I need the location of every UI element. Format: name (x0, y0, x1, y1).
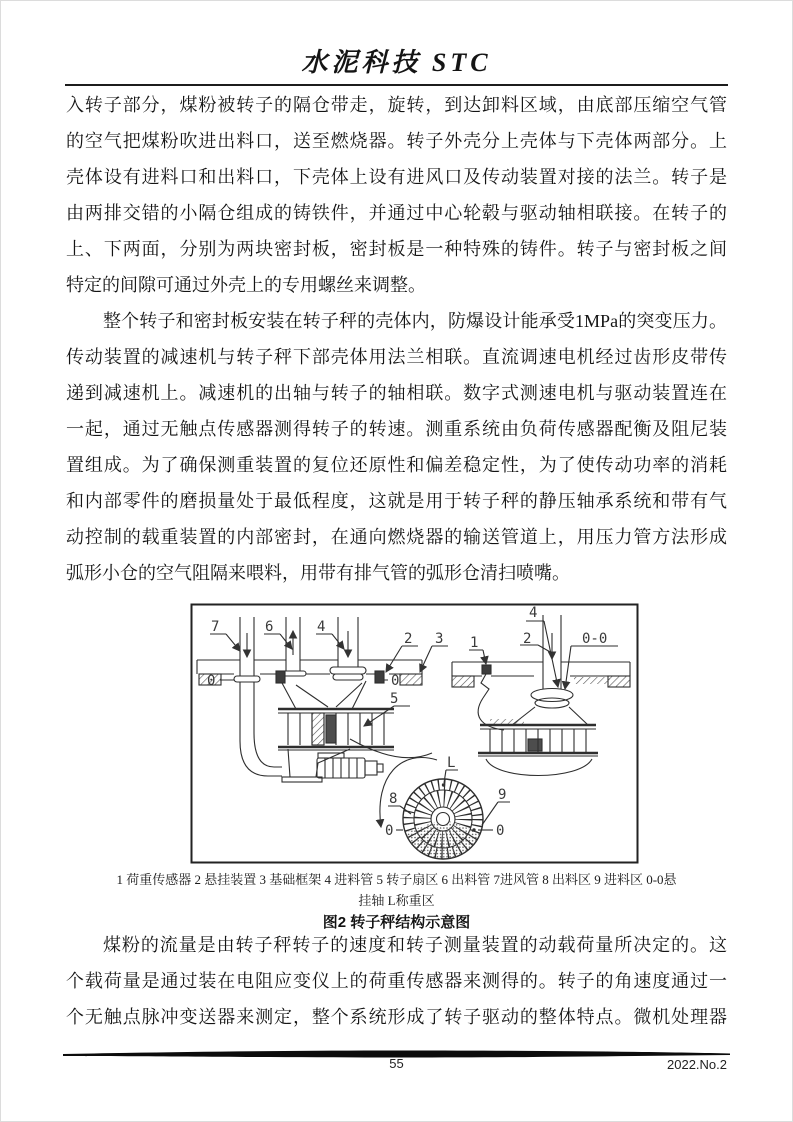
text-line: 传动装置的减速机与转子秤下部壳体用法兰相联。直流调速电机经过齿形皮带传 (66, 347, 727, 367)
text-line: 特定的间隙可通过外壳上的专用螺丝来调整。 (66, 275, 426, 295)
text-line: 壳体设有进料口和出料口，下壳体上设有进风口及传动装置对接的法兰。转子是 (66, 167, 727, 187)
load-cell (482, 665, 491, 674)
section-zero-right: 0 (391, 673, 400, 689)
label-4-left: 4 (317, 619, 326, 635)
text-line: 和内部零件的磨损量处于最低程度，这就是用于转子秤的静压轴承系统和带有气 (66, 491, 727, 511)
page-number: 55 (389, 1056, 404, 1071)
label-2-left: 2 (404, 631, 413, 647)
header-rule (65, 84, 728, 86)
suspension-bracket-left (276, 671, 285, 683)
text-line: 动控制的载重装置的内部密封，在通向燃烧器的输送管道上，用压力管方法形成 (66, 527, 727, 547)
text-line: 的空气把煤粉吹进出料口，送至燃烧器。转子外壳分上壳体与下壳体两部分。上 (66, 131, 727, 151)
right-foot-hatch (400, 674, 422, 685)
body-text-lower (66, 927, 727, 1035)
label-3: 3 (435, 631, 444, 647)
rotor-cell-hatched (312, 713, 324, 745)
label-6: 6 (265, 619, 274, 635)
text-line: 上、下两面，分别为两块密封板，密封板是一种特殊的铸件。转子与密封板之间 (66, 239, 727, 259)
paragraph-3 (66, 927, 727, 1035)
text-line: 整个转子和密封板安装在转子秤的壳体内，防爆设计能承受1MPa的突变压力。 (103, 311, 727, 331)
issue-label: 2022.No.2 (667, 1057, 727, 1072)
suspension-bracket-right (375, 671, 384, 683)
label-L: L (447, 755, 456, 771)
text-line: 一起，通过无触点传感器测得转子的转速。测重系统由负荷传感器配衡及阻尼装 (66, 419, 727, 439)
label-8: 8 (389, 791, 398, 807)
wheel-zero-right: 0 (496, 823, 505, 839)
journal-title: 水泥科技 STC (301, 48, 492, 77)
text-line: 煤粉的流量是由转子秤转子的速度和转子测量装置的动载荷量所决定的。这 (103, 935, 727, 955)
label-2-right: 2 (523, 631, 532, 647)
wheel-zero-left: 0 (385, 823, 394, 839)
text-line: 入转子部分，煤粉被转子的隔仓带走，旋转，到达卸料区域，由底部压缩空气管 (66, 95, 727, 115)
footer-rule (63, 1046, 730, 1056)
rotor-scale-diagram (190, 603, 639, 864)
legend-line-2: 挂轴 L称重区 (358, 893, 435, 908)
paragraph-1 (66, 87, 727, 303)
text-line: 弧形小仓的空气阻隔来喂料，用带有排气管的弧形仓清扫喷嘴。 (66, 563, 570, 583)
text-line: 个无触点脉冲变送器来测定，整个系统形成了转子驱动的整体特点。微机处理器 (66, 1007, 727, 1027)
label-section-0-0: 0-0 (582, 631, 608, 647)
label-4-right: 4 (529, 605, 538, 621)
text-line: 由两排交错的小隔仓组成的铸铁件，并通过中心轮毂与驱动轴相联接。在转子的 (66, 203, 727, 223)
figure-legend (66, 869, 727, 911)
paragraph-2 (66, 303, 727, 591)
figure-2 (190, 603, 639, 864)
figure-title: 图2 转子秤结构示意图 (322, 914, 471, 931)
label-1: 1 (470, 635, 479, 651)
label-9: 9 (498, 787, 507, 803)
text-line: 个载荷量是通过装在电阻应变仪上的荷重传感器来测得的。转子的角速度通过一 (66, 971, 727, 991)
text-line: 递到减速机上。减速机的出轴与转子的轴相联。数字式测速电机与驱动装置连在 (66, 383, 727, 403)
body-text-upper (66, 87, 727, 591)
rotor-cell-dark (326, 715, 336, 743)
section-zero-left: 0 (207, 673, 216, 689)
text-line: 置组成。为了确保测重装置的复位还原性和偏差稳定性，为了使传动功率的消耗 (66, 455, 727, 475)
legend-line-1: 1 荷重传感器 2 悬挂装置 3 基础框架 4 进料管 5 转子扇区 6 出料管 7进风管 8 出料区 9 进料区 0-0悬 (116, 872, 677, 887)
label-5: 5 (390, 691, 399, 707)
label-7: 7 (211, 619, 220, 635)
